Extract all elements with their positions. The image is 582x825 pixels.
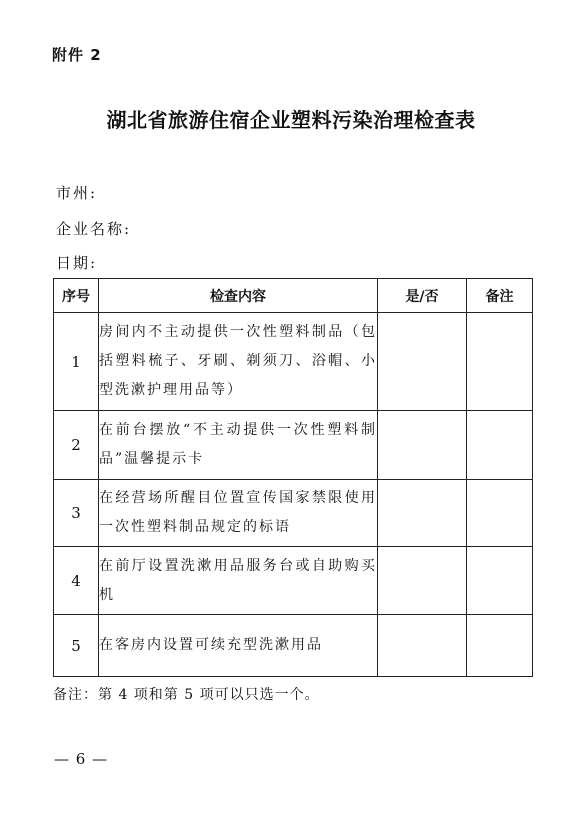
table-row (54, 547, 533, 615)
row-number: 4 (54, 547, 99, 615)
attachment-label: 附件 2 (52, 46, 102, 64)
document-title: 湖北省旅游住宿企业塑料污染治理检查表 (106, 108, 476, 132)
table-header-row (54, 279, 533, 313)
table-row (54, 480, 533, 547)
company-name-field-label: 企业名称: (56, 220, 132, 238)
header-yes-no: 是/否 (378, 279, 467, 313)
remarks-cell[interactable] (467, 615, 533, 677)
row-content: 房间内不主动提供一次性塑料制品（包括塑料梳子、牙刷、剃须刀、浴帽、小型洗漱护理用品等） (99, 313, 378, 411)
date-field-label: 日期: (56, 254, 98, 272)
row-content: 在前厅设置洗漱用品服务台或自助购买机 (99, 547, 378, 615)
table-row (54, 615, 533, 677)
row-number: 1 (54, 313, 99, 411)
inspection-table (53, 278, 533, 677)
table-row (54, 411, 533, 480)
table-note: 备注：第 4 项和第 5 项可以只选一个。 (53, 687, 320, 703)
header-content: 检查内容 (99, 279, 378, 313)
remarks-cell[interactable] (467, 411, 533, 480)
yes-no-cell[interactable] (378, 480, 467, 547)
table-row (54, 313, 533, 411)
yes-no-cell[interactable] (378, 313, 467, 411)
header-remarks: 备注 (467, 279, 533, 313)
row-number: 3 (54, 480, 99, 547)
city-field-label: 市州: (56, 184, 98, 202)
yes-no-cell[interactable] (378, 411, 467, 480)
row-number: 5 (54, 615, 99, 677)
row-number: 2 (54, 411, 99, 480)
yes-no-cell[interactable] (378, 547, 467, 615)
row-content: 在经营场所醒目位置宣传国家禁限使用一次性塑料制品规定的标语 (99, 480, 378, 547)
remarks-cell[interactable] (467, 480, 533, 547)
remarks-cell[interactable] (467, 547, 533, 615)
yes-no-cell[interactable] (378, 615, 467, 677)
page-number: — 6 — (54, 750, 109, 768)
header-no: 序号 (54, 279, 99, 313)
remarks-cell[interactable] (467, 313, 533, 411)
row-content: 在前台摆放“不主动提供一次性塑料制品”温馨提示卡 (99, 411, 378, 480)
row-content: 在客房内设置可续充型洗漱用品 (99, 615, 378, 677)
